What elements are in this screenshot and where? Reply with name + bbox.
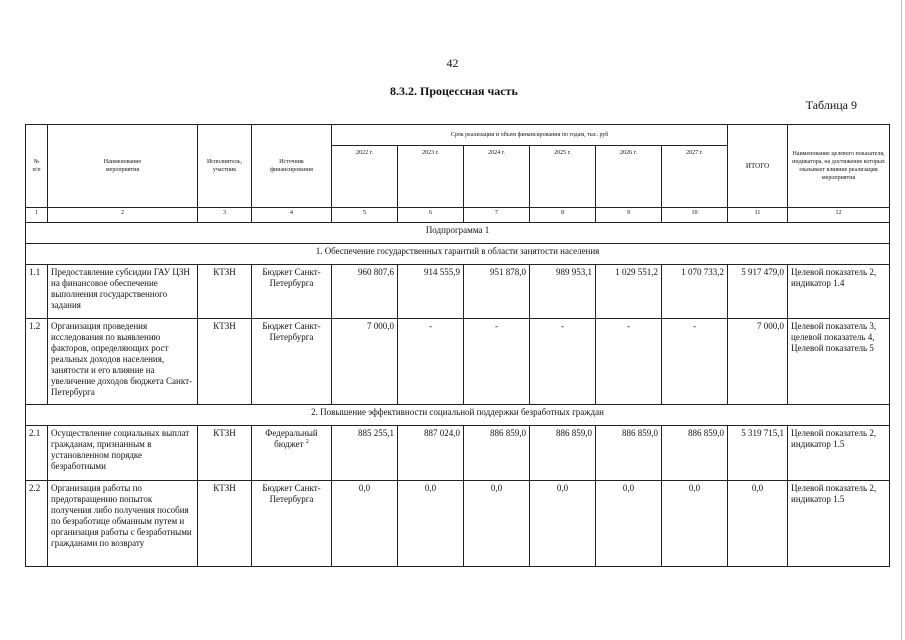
table-row — [26, 426, 890, 481]
header-year: 2022 г. — [332, 146, 398, 208]
measure-name: Предоставление субсидии ГАУ ЦЗН на финансовое обеспечение выполнения государственного задания — [48, 265, 198, 319]
value-2022: 7 000,0 — [332, 319, 398, 405]
value-total: 0,0 — [728, 481, 788, 567]
column-number: 11 — [728, 208, 788, 223]
value-2024: 0,0 — [464, 481, 530, 567]
column-number: 1 — [26, 208, 48, 223]
header-period: Срок реализации и объем финансирования по годам, тыс. руб — [332, 125, 728, 146]
row-number: 2.1 — [26, 426, 48, 481]
group-title: 1. Обеспечение государственных гарантий в области занятости населения — [26, 244, 890, 265]
value-2027: 0,0 — [662, 481, 728, 567]
measure-name: Организация работы по предотвращению попыток получения либо получения пособия по безработице обманным путем и организация работы с безработными гражданами по возврату — [48, 481, 198, 567]
header-name: Наименование мероприятия — [48, 125, 198, 208]
value-2023: 914 555,9 — [398, 265, 464, 319]
value-2022: 960 807,6 — [332, 265, 398, 319]
value-2023: - — [398, 319, 464, 405]
value-2027: 886 859,0 — [662, 426, 728, 481]
row-number: 2.2 — [26, 481, 48, 567]
value-total: 7 000,0 — [728, 319, 788, 405]
column-number: 4 — [252, 208, 332, 223]
table-row — [26, 265, 890, 319]
value-2022: 0,0 — [332, 481, 398, 567]
header-executor: Исполнитель, участник — [198, 125, 252, 208]
value-2027: 1 070 733,2 — [662, 265, 728, 319]
value-2023: 887 024,0 — [398, 426, 464, 481]
row-number: 1.2 — [26, 319, 48, 405]
value-2027: - — [662, 319, 728, 405]
value-2024: 951 878,0 — [464, 265, 530, 319]
column-number: 3 — [198, 208, 252, 223]
column-number-row — [26, 208, 890, 223]
executor: КТЗН — [198, 265, 252, 319]
column-number: 2 — [48, 208, 198, 223]
value-2025: 0,0 — [530, 481, 596, 567]
funding-source: Бюджет Санкт-Петербурга — [252, 481, 332, 567]
header-target: Наименование целевого показателя, индикатора, на достижение которых оказывает влияние реализация мероприятия — [788, 125, 890, 208]
column-number: 10 — [662, 208, 728, 223]
value-2025: - — [530, 319, 596, 405]
process-table — [25, 124, 890, 567]
scan-edge-line — [901, 0, 902, 640]
measure-name: Организация проведения исследования по выявлению факторов, определяющих рост реальных доходов населения, занятости и его влияние на увеличение доходов бюджета Санкт-Петербурга — [48, 319, 198, 405]
header-no: № п/п — [26, 125, 48, 208]
funding-source: Бюджет Санкт-Петербурга — [252, 319, 332, 405]
value-2024: - — [464, 319, 530, 405]
header-total: ИТОГО — [728, 125, 788, 208]
header-year: 2027 г. — [662, 146, 728, 208]
funding-source: Бюджет Санкт-Петербурга — [252, 265, 332, 319]
target-indicator: Целевой показатель 2, индикатор 1.5 — [788, 481, 890, 567]
value-2026: 1 029 551,2 — [596, 265, 662, 319]
column-number: 12 — [788, 208, 890, 223]
header-source: Источник финансирования — [252, 125, 332, 208]
executor: КТЗН — [198, 319, 252, 405]
executor: КТЗН — [198, 426, 252, 481]
subprogram-title: Подпрограмма 1 — [26, 223, 890, 244]
table-label: Таблица 9 — [805, 98, 857, 112]
target-indicator: Целевой показатель 2, индикатор 1.5 — [788, 426, 890, 481]
value-2022: 885 255,1 — [332, 426, 398, 481]
executor: КТЗН — [198, 481, 252, 567]
group-title: 2. Повышение эффективности социальной поддержки безработных граждан — [26, 405, 890, 426]
value-2025: 886 859,0 — [530, 426, 596, 481]
target-indicator: Целевой показатель 3, целевой показатель 4, Целевой показатель 5 — [788, 319, 890, 405]
value-2026: - — [596, 319, 662, 405]
value-total: 5 319 715,1 — [728, 426, 788, 481]
header-year: 2023 г. — [398, 146, 464, 208]
value-2026: 886 859,0 — [596, 426, 662, 481]
header-year: 2024 г. — [464, 146, 530, 208]
header-year: 2026 г. — [596, 146, 662, 208]
column-number: 6 — [398, 208, 464, 223]
row-number: 1.1 — [26, 265, 48, 319]
header-year: 2025 г. — [530, 146, 596, 208]
value-2023: 0,0 — [398, 481, 464, 567]
column-number: 8 — [530, 208, 596, 223]
section-title: 8.3.2. Процессная часть — [390, 84, 518, 98]
footnote-mark: 2 — [305, 438, 309, 445]
target-indicator: Целевой показатель 2, индикатор 1.4 — [788, 265, 890, 319]
value-2025: 989 953,1 — [530, 265, 596, 319]
measure-name: Осуществление социальных выплат гражданам, признанным в установленном порядке безработными — [48, 426, 198, 481]
value-total: 5 917 479,0 — [728, 265, 788, 319]
value-2026: 0,0 — [596, 481, 662, 567]
column-number: 7 — [464, 208, 530, 223]
column-number: 5 — [332, 208, 398, 223]
table-row — [26, 319, 890, 405]
value-2024: 886 859,0 — [464, 426, 530, 481]
table-row — [26, 481, 890, 567]
funding-source: Федеральный бюджет $^2$ — [252, 426, 332, 481]
column-number: 9 — [596, 208, 662, 223]
page-number: 42 — [446, 56, 459, 70]
